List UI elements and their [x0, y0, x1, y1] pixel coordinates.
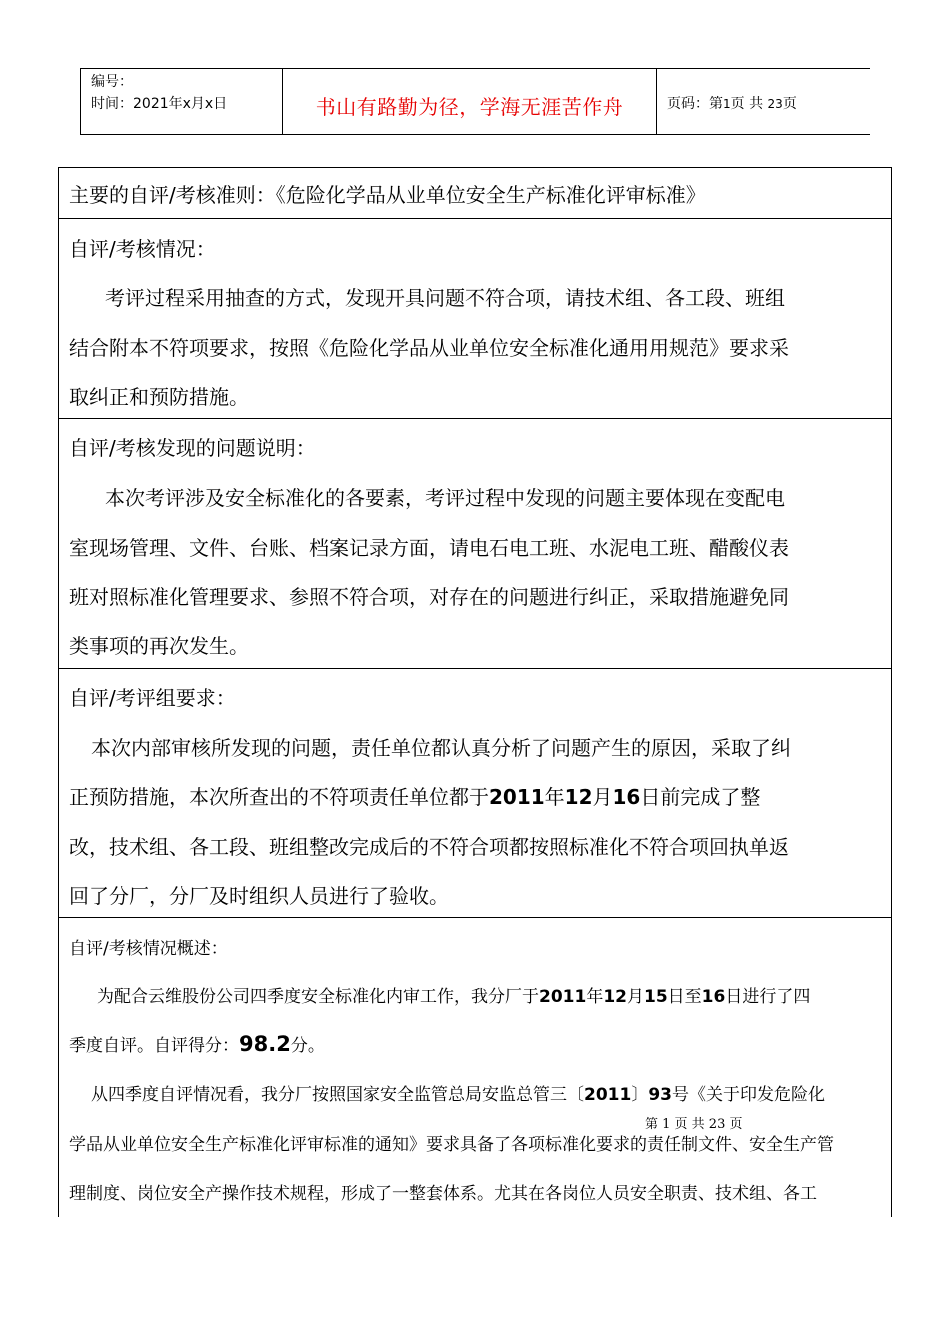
problems-title: 自评/考核发现的问题说明： — [69, 436, 316, 460]
problems-line: 类事项的再次发生。 — [69, 634, 249, 658]
evaluation-table — [58, 167, 892, 1217]
situation-line: 结合附本不符项要求，按照《危险化学品从业单位安全标准化通用用规范》要求采 — [69, 336, 789, 360]
summary-row — [59, 918, 891, 1217]
problems-line: 本次考评涉及安全标准化的各要素，考评过程中发现的问题主要体现在变配电 — [105, 486, 785, 510]
motto-text: 书山有路勤为径，学海无涯苦作舟 — [315, 95, 624, 119]
problems-row — [59, 419, 891, 669]
header-motto-cell — [283, 69, 657, 134]
summary-line: 学品从业单位安全生产标准化评审标准的通知》要求具备了各项标准化要求的责任制文件、安全生产管 — [69, 1135, 834, 1155]
requirements-line: 改，技术组、各工段、班组整改完成后的不符合项都按照标准化不符合项回执单返 — [69, 835, 789, 859]
situation-line: 考评过程采用抽查的方式，发现开具问题不符合项，请技术组、各工段、班组 — [105, 286, 785, 310]
header-page-cell — [657, 69, 871, 134]
requirements-line: 本次内部审核所发现的问题，责任单位都认真分析了问题产生的原因，采取了纠 — [91, 736, 791, 760]
page-footer-note: 第 1 页 共 23 页 — [645, 1117, 743, 1132]
summary-line: 为配合云维股份公司四季度安全标准化内审工作，我分厂于2011年12月15日至16日进行了四 — [97, 987, 811, 1007]
document-header — [80, 68, 870, 135]
problems-line: 班对照标准化管理要求、参照不符合项，对存在的问题进行纠正，采取措施避免同 — [69, 585, 789, 609]
document-time: 时间：2021年x月x日 — [91, 96, 228, 112]
document-number-label: 编号： — [91, 74, 133, 90]
summary-title: 自评/考核情况概述： — [69, 939, 228, 959]
situation-title: 自评/考核情况： — [69, 237, 216, 261]
header-info-cell — [81, 69, 283, 134]
summary-line: 理制度、岗位安全产操作技术规程，形成了一整套体系。尤其在各岗位人员安全职责、技术组、各工 — [69, 1184, 817, 1204]
requirements-line: 回了分厂，分厂及时组织人员进行了验收。 — [69, 884, 449, 908]
situation-line: 取纠正和预防措施。 — [69, 385, 249, 409]
requirements-row — [59, 669, 891, 918]
requirements-title: 自评/考评组要求： — [69, 686, 236, 710]
criteria-text: 主要的自评/考核准则：《危险化学品从业单位安全生产标准化评审标准》 — [69, 183, 706, 207]
situation-row — [59, 219, 891, 419]
page-indicator: 页码：第1页 共 23页 — [667, 96, 797, 112]
problems-line: 室现场管理、文件、台账、档案记录方面，请电石电工班、水泥电工班、醋酸仪表 — [69, 536, 789, 560]
summary-line: 从四季度自评情况看，我分厂按照国家安全监管总局安监总管三〔2011〕93号《关于印发危险化 — [91, 1085, 825, 1105]
requirements-line: 正预防措施，本次所查出的不符项责任单位都于2011年12月16日前完成了整 — [69, 785, 761, 809]
summary-line: 季度自评。自评得分：98.2分。 — [69, 1032, 325, 1056]
criteria-row — [59, 168, 891, 219]
